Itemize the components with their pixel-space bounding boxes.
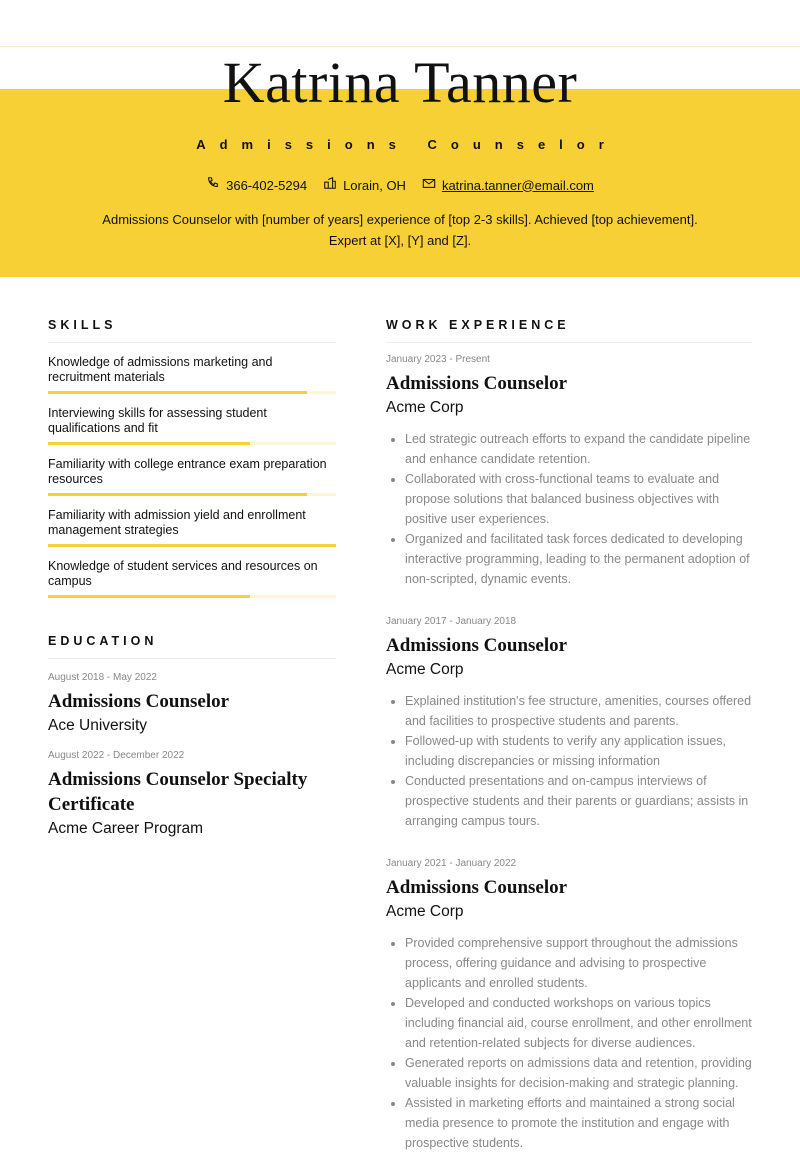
education-item <box>48 749 336 840</box>
skill-bar-fill <box>48 493 307 496</box>
job-bullet: • Assisted in marketing efforts and maintained a strong social media presence to promote the institution and engage with prospective students. <box>405 1093 752 1153</box>
skill-label: Familiarity with admission yield and enrollment management strategies <box>48 508 306 537</box>
job-bullet: • Collaborated with cross-functional teams to evaluate and propose solutions that balanced business objectives with positive user experiences. <box>405 469 752 529</box>
education-list <box>48 671 336 840</box>
education-heading: EDUCATION <box>48 634 336 659</box>
skill-bar <box>48 493 336 496</box>
education-school: Acme Career Program <box>48 820 204 837</box>
job-entry <box>386 857 752 1153</box>
top-divider <box>0 46 800 47</box>
job-role: Admissions Counselor <box>386 877 568 898</box>
right-column <box>386 318 752 1153</box>
job-title: Admissions Counselor <box>196 137 618 152</box>
skill-bar <box>48 595 336 598</box>
job-bullet: • Developed and conducted workshops on various topics including financial aid, course enrollment, and other enrollment and retention-related subjects for diverse audiences. <box>405 993 752 1053</box>
job-bullets <box>386 429 752 589</box>
job-bullet: • Led strategic outreach efforts to expand the candidate pipeline and enhance candidate retention. <box>405 429 752 469</box>
skills-heading: SKILLS <box>48 318 336 343</box>
summary: Admissions Counselor with [number of years] experience of [top 2-3 skills]. Achieved [top achievement]. Expert at [X], [Y] and [Z]. <box>102 212 698 248</box>
skill-bar-fill <box>48 544 336 547</box>
skill-bar-fill <box>48 442 250 445</box>
skill-label: Knowledge of student services and resources on campus <box>48 559 318 588</box>
email-icon <box>422 176 436 195</box>
skill-label: Familiarity with college entrance exam preparation resources <box>48 457 327 486</box>
education-school: Ace University <box>48 717 148 734</box>
skill-bar <box>48 544 336 547</box>
job-company: Acme Corp <box>386 399 464 416</box>
education-item <box>48 671 336 737</box>
email-link[interactable]: katrina.tanner@email.com <box>441 177 594 193</box>
education-degree: Admissions Counselor <box>48 691 230 712</box>
skills-list <box>48 355 336 598</box>
contact-email[interactable] <box>422 176 594 195</box>
job-bullet: • Followed-up with students to verify any application issues, including discrepancies or missing information <box>405 731 752 771</box>
experience-heading: WORK EXPERIENCE <box>386 318 752 343</box>
job-entry <box>386 353 752 589</box>
job-bullets <box>386 933 752 1153</box>
contact-location <box>323 176 406 195</box>
job-dates: January 2021 - January 2022 <box>386 858 517 869</box>
education-dates: August 2018 - May 2022 <box>48 672 157 683</box>
job-dates: January 2023 - Present <box>386 354 490 365</box>
job-dates: January 2017 - January 2018 <box>386 616 517 627</box>
skill-item <box>48 355 336 394</box>
job-bullet: • Provided comprehensive support throughout the admissions process, offering guidance and advising to prospective applicants and enrolled students. <box>405 933 752 993</box>
skill-item <box>48 559 336 598</box>
skill-item <box>48 406 336 445</box>
candidate-name: Katrina Tanner <box>222 50 578 115</box>
job-entry <box>386 615 752 831</box>
job-bullets <box>386 691 752 831</box>
phone-icon <box>206 176 220 195</box>
contact-row <box>0 176 800 195</box>
job-company: Acme Corp <box>386 661 464 678</box>
skill-item <box>48 457 336 496</box>
job-bullet: • Conducted presentations and on-campus interviews of prospective students and their parents or guardians; assists in arranging campus tours. <box>405 771 752 831</box>
job-role: Admissions Counselor <box>386 635 568 656</box>
skill-label: Interviewing skills for assessing student qualifications and fit <box>48 406 267 435</box>
skill-bar-fill <box>48 391 307 394</box>
skill-bar-fill <box>48 595 250 598</box>
location-text: Lorain, OH <box>343 177 406 193</box>
education-dates: August 2022 - December 2022 <box>48 750 185 761</box>
education-degree: Admissions Counselor Specialty Certificate <box>48 769 308 815</box>
job-role: Admissions Counselor <box>386 373 568 394</box>
location-icon <box>323 176 337 195</box>
job-bullet: • Generated reports on admissions data and retention, providing valuable insights for decision-making and strategic planning. <box>405 1053 752 1093</box>
phone-text: 366-402-5294 <box>226 177 308 193</box>
jobs-list <box>386 353 752 1153</box>
skill-bar <box>48 442 336 445</box>
left-column <box>48 318 336 840</box>
contact-phone <box>206 176 307 195</box>
skill-bar <box>48 391 336 394</box>
skill-label: Knowledge of admissions marketing and recruitment materials <box>48 355 273 384</box>
skill-item <box>48 508 336 547</box>
job-company: Acme Corp <box>386 903 464 920</box>
job-bullet: • Organized and facilitated task forces dedicated to developing interactive programming, leading to the permanent adoption of non-scripted, dynamic events. <box>405 529 752 589</box>
job-bullet: • Explained institution's fee structure, amenities, courses offered and facilities to prospective students and parents. <box>405 691 752 731</box>
